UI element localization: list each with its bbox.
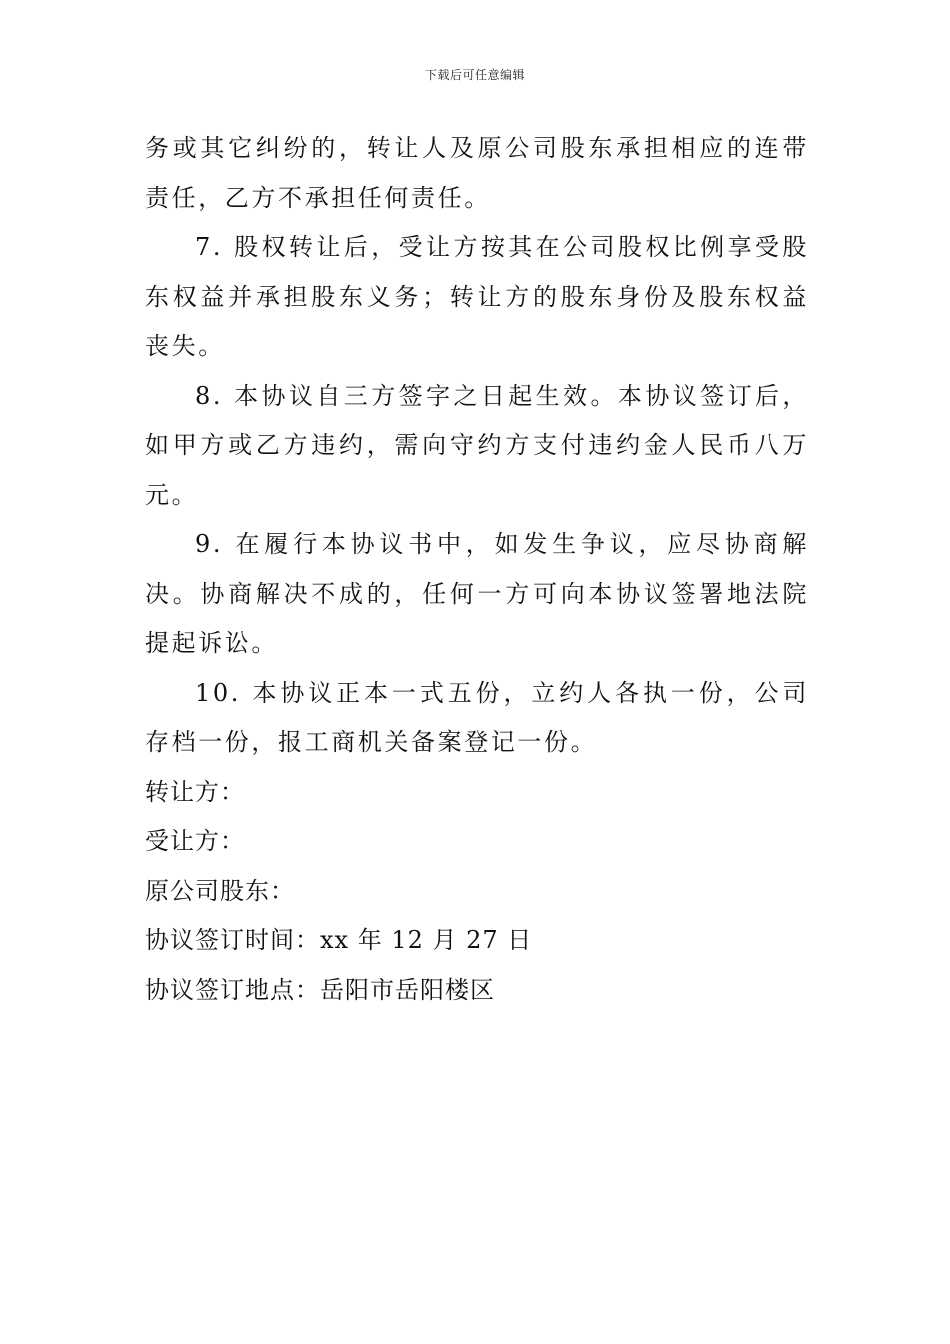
original-shareholder-signature-line: 原公司股东： xyxy=(145,876,295,905)
clause-9: 9. 在履行本协议书中，如发生争议，应尽协商解决。协商解决不成的，任何一方可向本协议签署地法院提起诉讼。 xyxy=(145,530,809,657)
clause-7: 7. 股权转让后，受让方按其在公司股权比例享受股东权益并承担股东义务；转让方的股东身份及股东权益丧失。 xyxy=(145,233,809,360)
transferee-signature-line: 受让方： xyxy=(145,827,245,855)
clause-8: 8. 本协议自三方签字之日起生效。本协议签订后，如甲方或乙方违约，需向守约方支付违约金人民币八万元。 xyxy=(145,381,809,509)
paragraph-continuation: 务或其它纠纷的，转让人及原公司股东承担相应的连带责任，乙方不承担任何责任。 xyxy=(145,134,809,212)
transferor-signature-line: 转让方： xyxy=(145,777,245,806)
document-body xyxy=(145,124,809,1015)
signing-date: 协议签订时间：xx 年 12 月 27 日 xyxy=(145,926,533,954)
page-header: 下载后可任意编辑 xyxy=(424,68,525,82)
clause-10: 10. 本协议正本一式五份，立约人各执一份，公司存档一份，报工商机关备案登记一份。 xyxy=(145,678,809,756)
signing-place: 协议签订地点：岳阳市岳阳楼区 xyxy=(145,975,495,1004)
